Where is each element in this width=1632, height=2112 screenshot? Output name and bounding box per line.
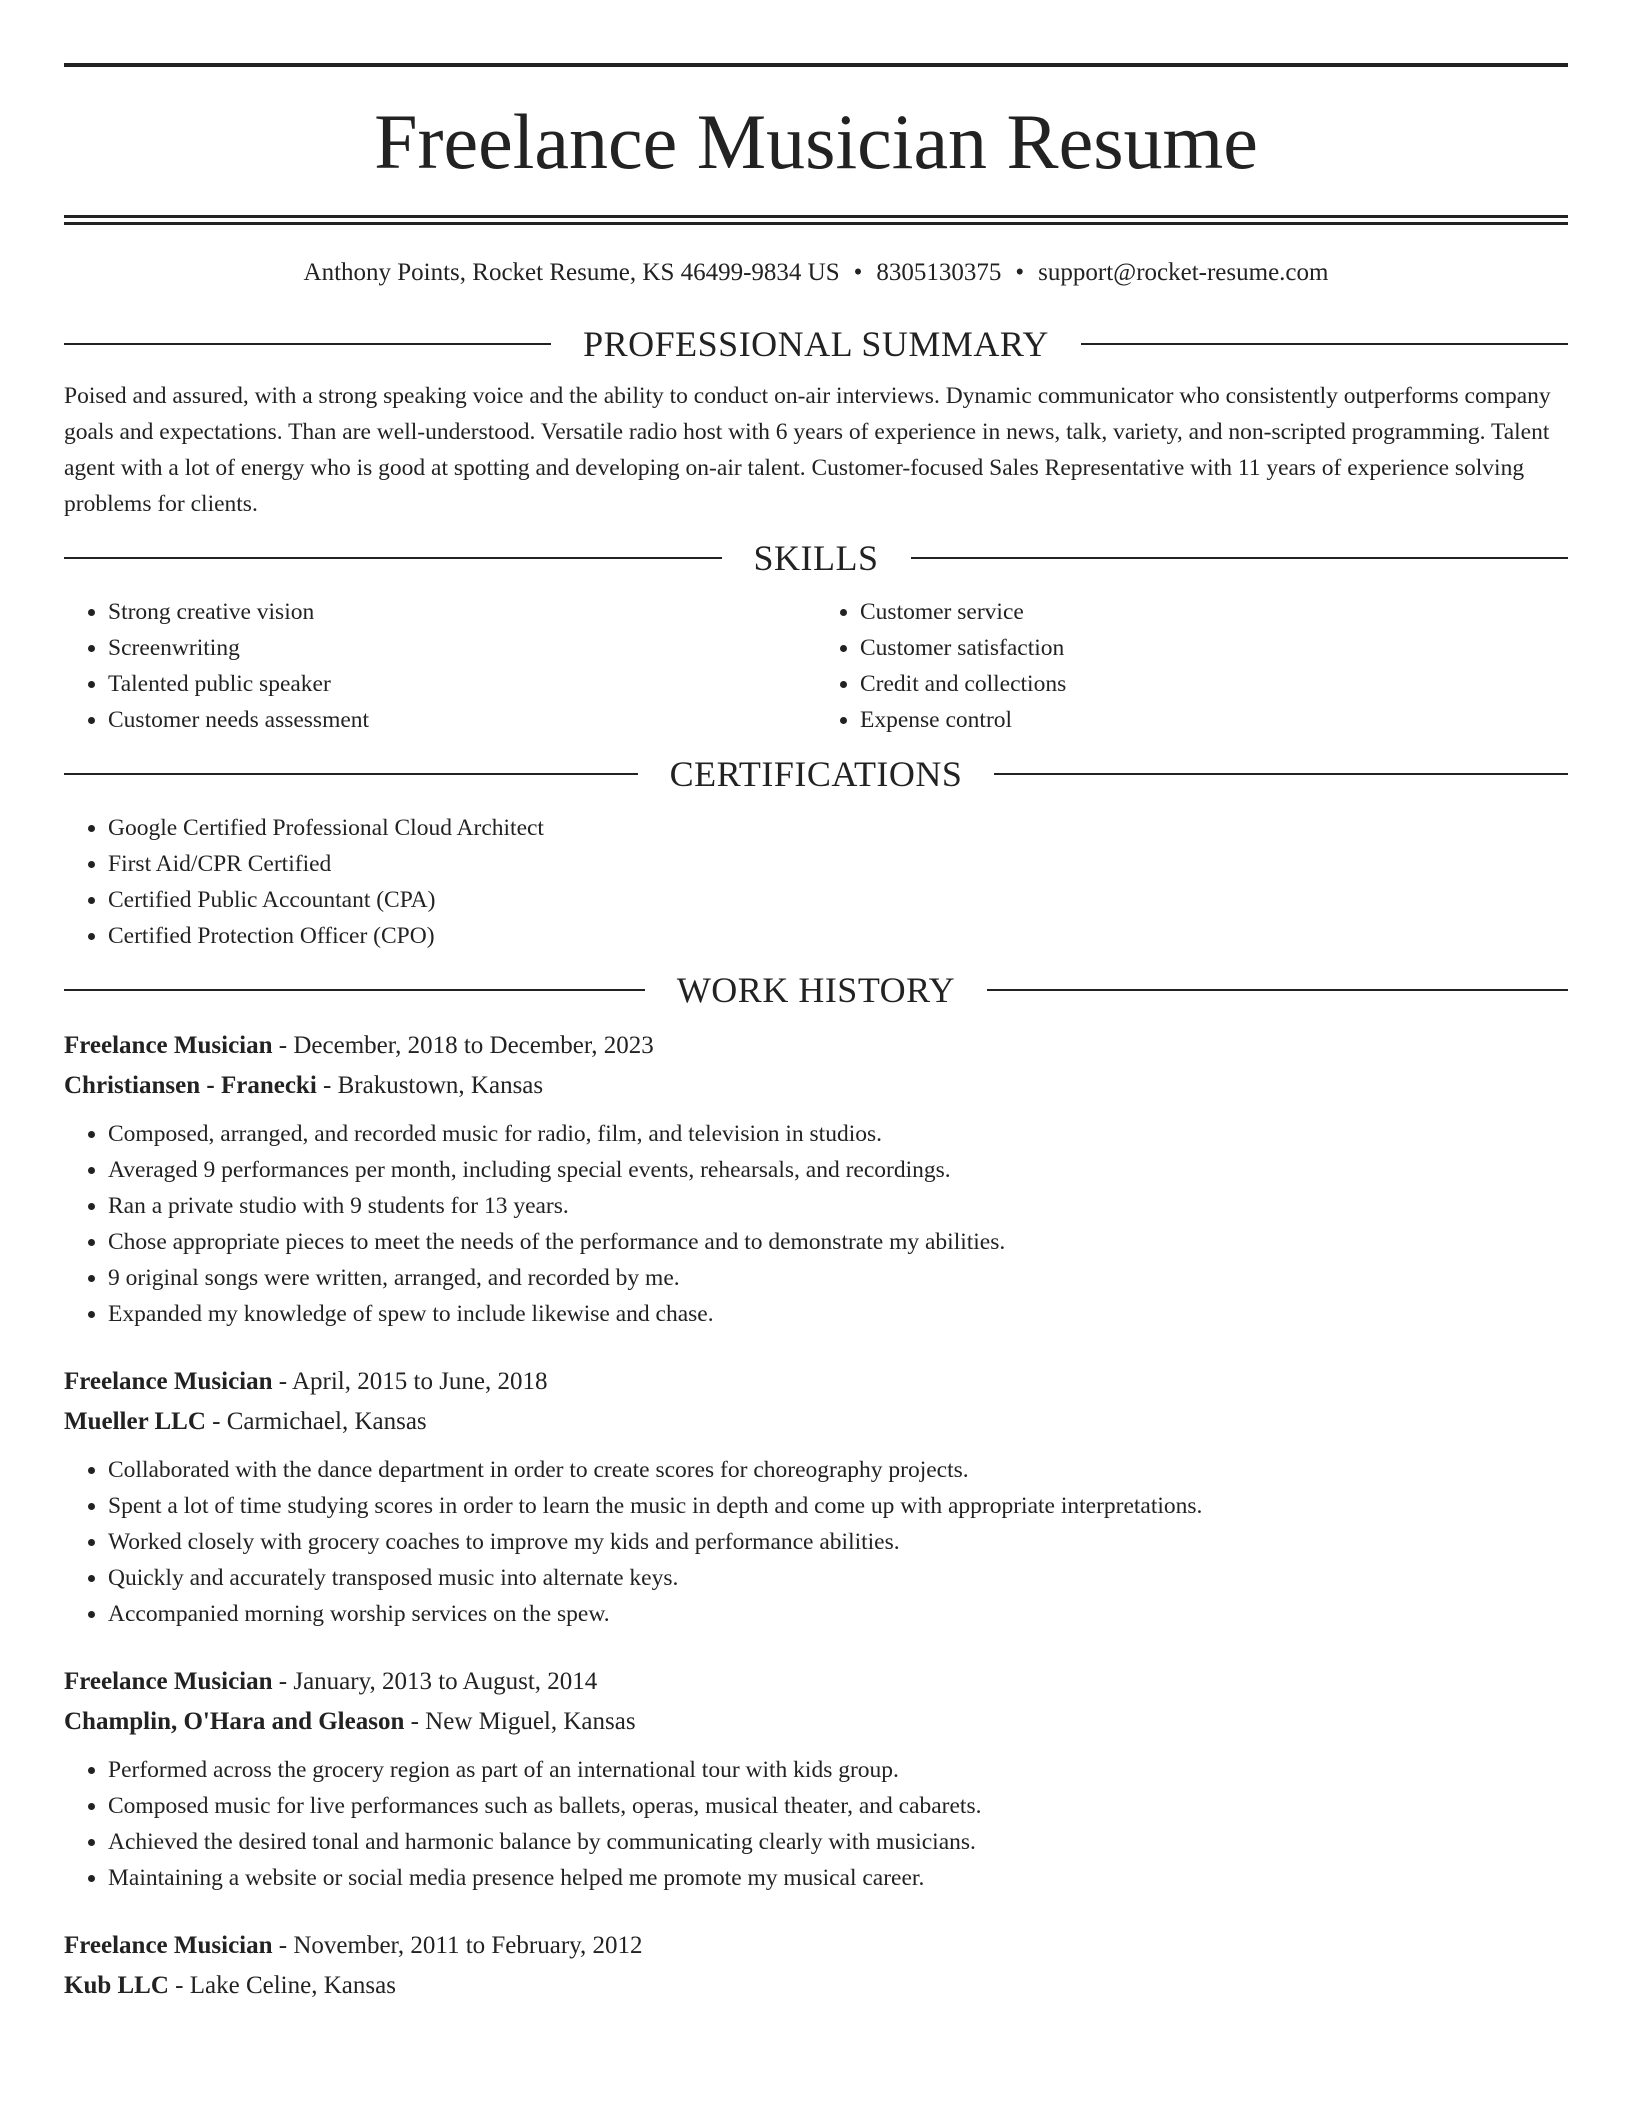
job-company-line [64,1702,1568,1742]
job-title: Freelance Musician [64,1932,273,1959]
job-location: - Carmichael, Kansas [205,1408,427,1435]
skill-item: • Talented public speaker [108,666,816,702]
skills-list-right [816,594,1568,738]
job-bullet: • Composed music for live performances such as ballets, operas, musical theater, and cabarets. [108,1788,1568,1824]
job-title-line [64,1926,1568,1966]
job-bullet: • Collaborated with the dance department in order to create scores for choreography projects. [108,1452,1568,1488]
job-dates: - December, 2018 to December, 2023 [272,1032,654,1059]
job-location: - Brakustown, Kansas [316,1072,544,1099]
skill-item: • Credit and collections [860,666,1568,702]
job-bullets [64,1452,1568,1632]
skill-item: • Expense control [860,702,1568,738]
heading-rule-right [994,773,1568,775]
job-bullet: • Composed, arranged, and recorded music for radio, film, and television in studios. [108,1116,1568,1152]
job-bullet: • Spent a lot of time studying scores in order to learn the music in depth and come up with appropriate interpretations. [108,1488,1568,1524]
work-heading [64,968,1568,1012]
certification-item: • Google Certified Professional Cloud Architect [108,810,1568,846]
job-company: Champlin, O'Hara and Gleason [64,1708,405,1735]
page-title: Freelance Musician Resume [374,98,1258,185]
title-double-rule [64,215,1568,225]
certifications-heading-label: CERTIFICATIONS [669,754,963,794]
heading-rule-right [987,989,1568,991]
top-rule [64,63,1568,67]
skill-item: • Screenwriting [108,630,816,666]
job-title: Freelance Musician [64,1668,273,1695]
heading-rule-right [911,557,1569,559]
job-title: Freelance Musician [64,1368,273,1395]
certification-item: • Certified Protection Officer (CPO) [108,918,1568,954]
job-bullet: • 9 original songs were written, arranged, and recorded by me. [108,1260,1568,1296]
skill-item: • Customer needs assessment [108,702,816,738]
skills-heading-label: SKILLS [753,538,879,578]
contact-separator: • [1015,259,1025,286]
job-title: Freelance Musician [64,1032,273,1059]
job-entry [64,1662,1568,1896]
job-bullet: • Expanded my knowledge of spew to include likewise and chase. [108,1296,1568,1332]
heading-rule-right [1081,343,1568,345]
job-dates: - November, 2011 to February, 2012 [272,1932,643,1959]
work-heading-label: WORK HISTORY [676,970,956,1010]
certification-item: • First Aid/CPR Certified [108,846,1568,882]
skills-heading [64,536,1568,580]
job-location: - Lake Celine, Kansas [168,1972,396,1999]
job-bullet: • Quickly and accurately transposed music into alternate keys. [108,1560,1568,1596]
job-bullet: • Performed across the grocery region as part of an international tour with kids group. [108,1752,1568,1788]
job-dates: - April, 2015 to June, 2018 [272,1368,548,1395]
heading-rule-left [64,989,645,991]
job-company: Kub LLC [64,1972,169,1999]
job-title-line [64,1026,1568,1066]
job-entry [64,1926,1568,2006]
contact-address: Anthony Points, Rocket Resume, KS 46499-9834 US [303,259,840,286]
job-bullet: • Maintaining a website or social media presence helped me promote my musical career. [108,1860,1568,1896]
certification-item: • Certified Public Accountant (CPA) [108,882,1568,918]
contact-line [64,256,1568,290]
job-location: - New Miguel, Kansas [404,1708,636,1735]
job-bullets [64,1752,1568,1896]
skills-list-left [64,594,816,738]
job-bullet: • Ran a private studio with 9 students for 13 years. [108,1188,1568,1224]
summary-heading-label: PROFESSIONAL SUMMARY [583,324,1049,364]
summary-heading [64,322,1568,366]
certifications-heading [64,752,1568,796]
job-title-line [64,1362,1568,1402]
heading-rule-left [64,557,722,559]
skill-item: • Strong creative vision [108,594,816,630]
contact-separator: • [853,259,863,286]
job-bullet: • Accompanied morning worship services on the spew. [108,1596,1568,1632]
job-title-line [64,1662,1568,1702]
job-dates: - January, 2013 to August, 2014 [272,1668,598,1695]
job-company: Mueller LLC [64,1408,206,1435]
job-company-line [64,1966,1568,2006]
skill-item: • Customer satisfaction [860,630,1568,666]
job-company-line [64,1066,1568,1106]
summary-text: Poised and assured, with a strong speaking voice and the ability to conduct on-air interviews. Dynamic communicator who consistently outperforms company goals and expectations. Than are well-understood. Versatile radio host with 6 years of experience in news, talk, variety, and non-scripted programming. Talent agent with a lot of energy who is good at spotting and developing on-air talent. Customer-focused Sales Representative with 11 years of experience solving problems for clients. [64,383,1551,517]
job-bullet: • Chose appropriate pieces to meet the needs of the performance and to demonstrate my abilities. [108,1224,1568,1260]
job-bullet: • Averaged 9 performances per month, including special events, rehearsals, and recordings. [108,1152,1568,1188]
job-company-line [64,1402,1568,1442]
skill-item: • Customer service [860,594,1568,630]
job-entry [64,1362,1568,1632]
skills-columns [64,594,1568,738]
job-bullet: • Worked closely with grocery coaches to improve my kids and performance abilities. [108,1524,1568,1560]
contact-phone: 8305130375 [876,259,1002,286]
job-company: Christiansen - Franecki [64,1072,317,1099]
heading-rule-left [64,343,551,345]
job-bullets [64,1116,1568,1332]
job-entry [64,1026,1568,1332]
heading-rule-left [64,773,638,775]
job-bullet: • Achieved the desired tonal and harmonic balance by communicating clearly with musicians. [108,1824,1568,1860]
contact-email: support@rocket-resume.com [1038,259,1329,286]
certifications-list [64,810,1568,954]
